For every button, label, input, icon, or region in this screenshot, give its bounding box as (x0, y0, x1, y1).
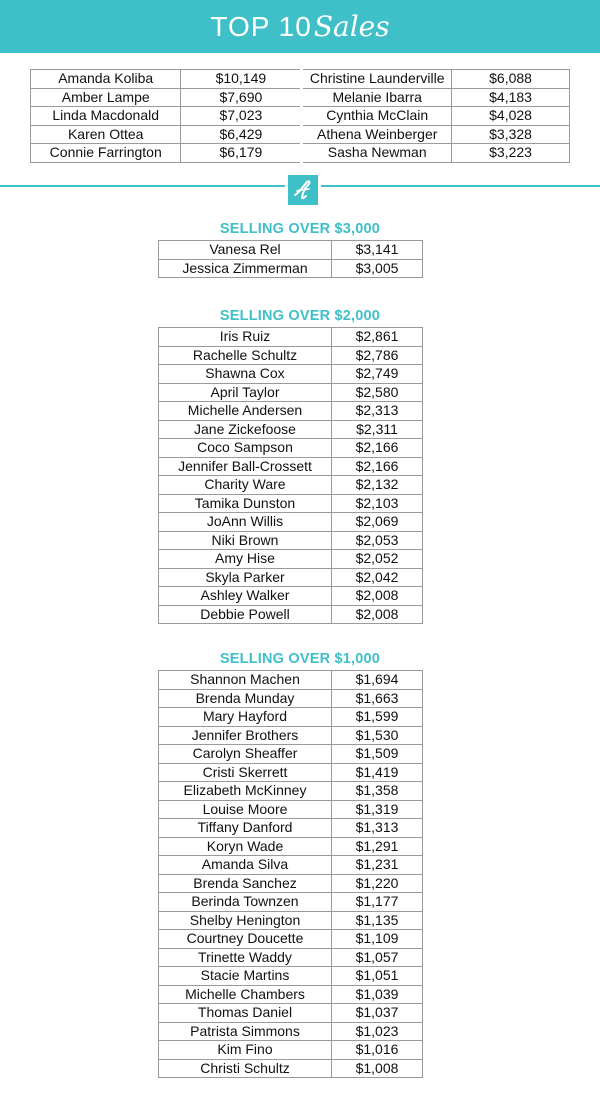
section-title-3000: SELLING OVER $3,000 (219, 221, 381, 237)
sales-amount: $6,179 (181, 144, 302, 163)
table-row (159, 800, 423, 819)
selling-over-2000-table (158, 327, 423, 624)
table-row (159, 605, 423, 624)
sales-amount: $1,530 (332, 726, 423, 745)
sales-amount: $4,028 (452, 107, 570, 126)
seller-name: Carolyn Sheaffer (159, 745, 332, 764)
sales-amount: $1,037 (332, 1004, 423, 1023)
table-row (159, 587, 423, 606)
table-row (159, 328, 423, 347)
sales-amount: $1,135 (332, 911, 423, 930)
sales-amount: $1,231 (332, 856, 423, 875)
table-row (159, 1022, 423, 1041)
table-row (159, 837, 423, 856)
seller-name: Sasha Newman (302, 144, 452, 163)
seller-name: Niki Brown (159, 531, 332, 550)
seller-name: Melanie Ibarra (302, 88, 452, 107)
table-row (159, 259, 423, 278)
sales-amount: $1,291 (332, 837, 423, 856)
table-row (159, 550, 423, 569)
sales-amount: $2,861 (332, 328, 423, 347)
table-row (159, 513, 423, 532)
sales-amount: $10,149 (181, 70, 302, 89)
sales-amount: $7,023 (181, 107, 302, 126)
seller-name: Christine Launderville (302, 70, 452, 89)
table-row (31, 125, 570, 144)
sales-amount: $1,039 (332, 985, 423, 1004)
section-title-1000: SELLING OVER $1,000 (219, 651, 381, 667)
sales-amount: $6,088 (452, 70, 570, 89)
table-row (159, 708, 423, 727)
seller-name: Michelle Chambers (159, 985, 332, 1004)
table-row (159, 494, 423, 513)
sales-amount: $3,328 (452, 125, 570, 144)
table-row (159, 819, 423, 838)
table-row (159, 967, 423, 986)
sales-amount: $2,166 (332, 439, 423, 458)
seller-name: Jane Zickefoose (159, 420, 332, 439)
seller-name: Jennifer Brothers (159, 726, 332, 745)
sales-amount: $2,052 (332, 550, 423, 569)
seller-name: Thomas Daniel (159, 1004, 332, 1023)
seller-name: April Taylor (159, 383, 332, 402)
sales-amount: $1,419 (332, 763, 423, 782)
sales-amount: $2,166 (332, 457, 423, 476)
sales-amount: $2,103 (332, 494, 423, 513)
table-row (159, 439, 423, 458)
selling-over-3000-table (158, 240, 423, 278)
table-row (159, 402, 423, 421)
seller-name: Louise Moore (159, 800, 332, 819)
table-row (31, 70, 570, 89)
sales-amount: $2,008 (332, 587, 423, 606)
table-row (159, 346, 423, 365)
seller-name: Christi Schultz (159, 1059, 332, 1078)
seller-name: Cynthia McClain (302, 107, 452, 126)
seller-name: Amy Hise (159, 550, 332, 569)
seller-name: Connie Farrington (31, 144, 181, 163)
seller-name: Shelby Henington (159, 911, 332, 930)
seller-name: Amanda Silva (159, 856, 332, 875)
sales-amount: $1,016 (332, 1041, 423, 1060)
sales-amount: $1,008 (332, 1059, 423, 1078)
seller-name: Patrista Simmons (159, 1022, 332, 1041)
seller-name: Tamika Dunston (159, 494, 332, 513)
seller-name: Iris Ruiz (159, 328, 332, 347)
sales-amount: $1,358 (332, 782, 423, 801)
selling-over-1000-table (158, 670, 423, 1078)
table-row (159, 420, 423, 439)
seller-name: Shannon Machen (159, 671, 332, 690)
sales-amount: $2,311 (332, 420, 423, 439)
seller-name: Elizabeth McKinney (159, 782, 332, 801)
table-row (159, 874, 423, 893)
sales-amount: $2,042 (332, 568, 423, 587)
seller-name: Tiffany Danford (159, 819, 332, 838)
seller-name: Berinda Townzen (159, 893, 332, 912)
sales-amount: $1,663 (332, 689, 423, 708)
sales-amount: $2,008 (332, 605, 423, 624)
seller-name: Koryn Wade (159, 837, 332, 856)
table-row (159, 1059, 423, 1078)
sales-amount: $1,509 (332, 745, 423, 764)
sales-amount: $3,223 (452, 144, 570, 163)
sales-amount: $2,069 (332, 513, 423, 532)
seller-name: Debbie Powell (159, 605, 332, 624)
table-row (159, 383, 423, 402)
seller-name: Jennifer Ball-Crossett (159, 457, 332, 476)
sales-amount: $1,177 (332, 893, 423, 912)
table-row (159, 1041, 423, 1060)
seller-name: Amanda Koliba (31, 70, 181, 89)
table-row (159, 531, 423, 550)
seller-name: Ashley Walker (159, 587, 332, 606)
sales-amount: $1,109 (332, 930, 423, 949)
sales-amount: $2,132 (332, 476, 423, 495)
table-row (159, 763, 423, 782)
table-row (159, 1004, 423, 1023)
sales-amount: $1,319 (332, 800, 423, 819)
table-row (159, 911, 423, 930)
table-row (159, 457, 423, 476)
seller-name: Michelle Andersen (159, 402, 332, 421)
table-row (159, 948, 423, 967)
page-title: TOP 10 (210, 10, 312, 42)
table-row (31, 88, 570, 107)
table-row (159, 782, 423, 801)
sales-amount: $3,005 (332, 259, 423, 278)
seller-name: Stacie Martins (159, 967, 332, 986)
table-row (159, 689, 423, 708)
table-row (159, 856, 423, 875)
seller-name: Brenda Sanchez (159, 874, 332, 893)
table-row (159, 930, 423, 949)
sales-amount: $2,786 (332, 346, 423, 365)
swirl-logo-icon (285, 172, 321, 208)
seller-name: Jessica Zimmerman (159, 259, 332, 278)
table-row (159, 726, 423, 745)
seller-name: Amber Lampe (31, 88, 181, 107)
table-row (31, 144, 570, 163)
sales-amount: $1,313 (332, 819, 423, 838)
table-row (159, 241, 423, 260)
sales-amount: $1,051 (332, 967, 423, 986)
seller-name: JoAnn Willis (159, 513, 332, 532)
header-banner (0, 0, 600, 53)
seller-name: Vanesa Rel (159, 241, 332, 260)
sales-amount: $2,313 (332, 402, 423, 421)
table-row (159, 476, 423, 495)
table-row (159, 745, 423, 764)
top-ten-table (30, 69, 570, 163)
sales-amount: $2,749 (332, 365, 423, 384)
seller-name: Courtney Doucette (159, 930, 332, 949)
table-row (159, 568, 423, 587)
sales-amount: $1,023 (332, 1022, 423, 1041)
sales-amount: $1,220 (332, 874, 423, 893)
sales-amount: $1,057 (332, 948, 423, 967)
seller-name: Skyla Parker (159, 568, 332, 587)
table-row (159, 985, 423, 1004)
seller-name: Athena Weinberger (302, 125, 452, 144)
seller-name: Brenda Munday (159, 689, 332, 708)
swirl-logo-glyph (292, 179, 314, 201)
seller-name: Rachelle Schultz (159, 346, 332, 365)
seller-name: Charity Ware (159, 476, 332, 495)
seller-name: Coco Sampson (159, 439, 332, 458)
table-row (159, 893, 423, 912)
seller-name: Trinette Waddy (159, 948, 332, 967)
sales-amount: $7,690 (181, 88, 302, 107)
seller-name: Kim Fino (159, 1041, 332, 1060)
seller-name: Cristi Skerrett (159, 763, 332, 782)
seller-name: Linda Macdonald (31, 107, 181, 126)
sales-amount: $2,053 (332, 531, 423, 550)
sales-amount: $2,580 (332, 383, 423, 402)
sales-amount: $6,429 (181, 125, 302, 144)
page-title-script: Sales (313, 10, 390, 43)
sales-amount: $3,141 (332, 241, 423, 260)
seller-name: Karen Ottea (31, 125, 181, 144)
sales-amount: $1,694 (332, 671, 423, 690)
table-row (31, 107, 570, 126)
table-row (159, 365, 423, 384)
seller-name: Mary Hayford (159, 708, 332, 727)
sales-amount: $4,183 (452, 88, 570, 107)
seller-name: Shawna Cox (159, 365, 332, 384)
sales-amount: $1,599 (332, 708, 423, 727)
section-title-2000: SELLING OVER $2,000 (219, 308, 381, 324)
table-row (159, 671, 423, 690)
